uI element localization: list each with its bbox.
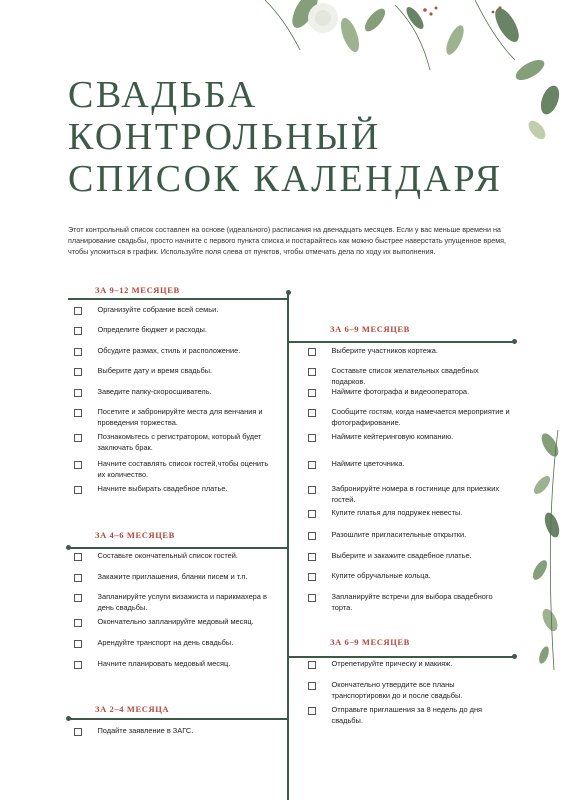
checkbox-icon[interactable] [308, 389, 316, 397]
section-title-9-12: ЗА 9–12 МЕСЯЦЕВ [95, 285, 180, 295]
checklist-item[interactable]: Определите бюджет и расходы. [74, 325, 274, 336]
checkbox-icon[interactable] [308, 532, 316, 540]
checkbox-icon[interactable] [308, 707, 316, 715]
checklist-item[interactable]: Составьте окончательный список гостей. [74, 551, 274, 562]
section-title-4-6: ЗА 4–6 МЕСЯЦЕВ [95, 530, 175, 540]
checkbox-icon[interactable] [74, 594, 82, 602]
checklist-item[interactable]: Обсудите размах, стиль и расположение. [74, 346, 274, 357]
foliage-right-decoration-icon [520, 430, 564, 670]
checkbox-icon[interactable] [74, 368, 82, 376]
checklist-item[interactable]: Закажите приглашения, бланки писем и т.п. [74, 572, 274, 583]
page-title-line-1: СВАДЬБА [68, 74, 258, 116]
checkbox-icon[interactable] [308, 368, 316, 376]
checklist-item[interactable]: Выберите участников кортежа. [308, 346, 513, 357]
checklist-item[interactable]: Окончательно утвердите все планы транспортировки до и после свадьбы. [308, 680, 513, 701]
checkbox-icon[interactable] [308, 661, 316, 669]
checklist-item[interactable]: Отрепетируйте прическу и макияж. [308, 659, 513, 670]
checklist-item[interactable]: Начните планировать медовый месяц. [74, 659, 274, 670]
checklist-item[interactable]: Составьте список желательных свадебных подарков. [308, 366, 513, 387]
section-rule-5 [288, 656, 514, 658]
checkbox-icon[interactable] [74, 389, 82, 397]
checklist-item[interactable]: Отправьте приглашения за 8 недель до дня свадьбы. [308, 705, 513, 726]
checkbox-icon[interactable] [74, 619, 82, 627]
section-rule-4 [288, 341, 514, 343]
checkbox-icon[interactable] [308, 682, 316, 690]
checkbox-icon[interactable] [308, 434, 316, 442]
checkbox-icon[interactable] [74, 327, 82, 335]
section-title-2-4: ЗА 2–4 МЕСЯЦА [95, 704, 170, 714]
checkbox-icon[interactable] [74, 307, 82, 315]
checklist-item[interactable]: Посетите и забронируйте места для венчания и проведения торжества. [74, 407, 274, 428]
checkbox-icon[interactable] [74, 553, 82, 561]
rule-dot-2 [66, 545, 71, 550]
checkbox-icon[interactable] [308, 510, 316, 518]
checkbox-icon[interactable] [308, 486, 316, 494]
checklist-item[interactable]: Окончательно запланируйте медовый месяц. [74, 617, 274, 628]
checkbox-icon[interactable] [74, 640, 82, 648]
checklist-item[interactable]: Наймите цветочника. [308, 459, 513, 470]
checklist-item[interactable]: Арендуйте транспорт на день свадьбы. [74, 638, 274, 649]
checklist-item[interactable]: Заведите папку-скоросшиватель. [74, 387, 274, 398]
checklist-item[interactable]: Наймите кейтеринговую компанию. [308, 432, 513, 443]
checklist-item[interactable]: Организуйте собрание всей семьи. [74, 305, 274, 316]
checklist-item[interactable]: Запланируйте услуги визажиста и парикмахера в день свадьбы. [74, 592, 274, 613]
section-title-6-9: ЗА 6–9 МЕСЯЦЕВ [330, 324, 410, 334]
checklist-item[interactable]: Сообщите гостям, когда намечается мероприятие и фотографирование. [308, 407, 513, 428]
checkbox-icon[interactable] [74, 661, 82, 669]
checkbox-icon[interactable] [74, 461, 82, 469]
checkbox-icon[interactable] [74, 574, 82, 582]
checkbox-icon[interactable] [308, 348, 316, 356]
checklist-item[interactable]: Начните составлять список гостей,чтобы оценить их количество. [74, 459, 274, 480]
checkbox-icon[interactable] [74, 409, 82, 417]
checkbox-icon[interactable] [74, 486, 82, 494]
rule-dot-3 [66, 716, 71, 721]
checklist-item[interactable]: Купите обручальные кольца. [308, 571, 513, 582]
section-title-6-9-second: ЗА 6–9 МЕСЯЦЕВ [330, 637, 410, 647]
checklist-item[interactable]: Разошлите пригласительные открытки. [308, 530, 513, 541]
section-rule-1 [68, 298, 288, 300]
rule-dot-4 [512, 339, 517, 344]
checklist-item[interactable]: Начните выбирать свадебное платье. [74, 484, 274, 495]
foliage-top-decoration-icon [245, 0, 564, 150]
page-title-line-3: СПИСОК КАЛЕНДАРЯ [68, 158, 503, 200]
checkbox-icon[interactable] [74, 728, 82, 736]
intro-paragraph: Этот контрольный список составлен на основе (идеального) расписания на двенадцать месяцев. Если у вас меньше времени на планирование свадьбы, просто начните с первого пункта списка и постарайтесь как можно быстрее наверстать упущенное время, чтобы уложиться в график. Используйте поля слева от пунктов, чтобы отмечать дела по ходу их выполнения. [68, 225, 507, 256]
section-rule-3 [68, 718, 288, 720]
checkbox-icon[interactable] [74, 434, 82, 442]
checkbox-icon[interactable] [74, 348, 82, 356]
checkbox-icon[interactable] [308, 461, 316, 469]
checklist-item[interactable]: Выберите и закажите свадебное платье. [308, 551, 513, 562]
section-rule-2 [68, 547, 288, 549]
checklist-item[interactable]: Познакомьтесь с регистратором, который будет заключать брак. [74, 432, 274, 453]
checklist-item[interactable]: Выберите дату и время свадьбы. [74, 366, 274, 377]
checkbox-icon[interactable] [308, 594, 316, 602]
checklist-item[interactable]: Наймите фотографа и видеооператора. [308, 387, 513, 398]
checklist-item[interactable]: Купите платья для подружек невесты. [308, 508, 513, 519]
checklist-item[interactable]: Запланируйте встречи для выбора свадебного торта. [308, 592, 513, 613]
page-title-line-2: КОНТРОЛЬНЫЙ [68, 116, 381, 158]
checklist-item[interactable]: Забронируйте номера в гостинице для приезжих гостей. [308, 484, 513, 505]
checkbox-icon[interactable] [308, 573, 316, 581]
checkbox-icon[interactable] [308, 409, 316, 417]
checkbox-icon[interactable] [308, 553, 316, 561]
checklist-item[interactable]: Подайте заявление в ЗАГС. [74, 726, 274, 737]
